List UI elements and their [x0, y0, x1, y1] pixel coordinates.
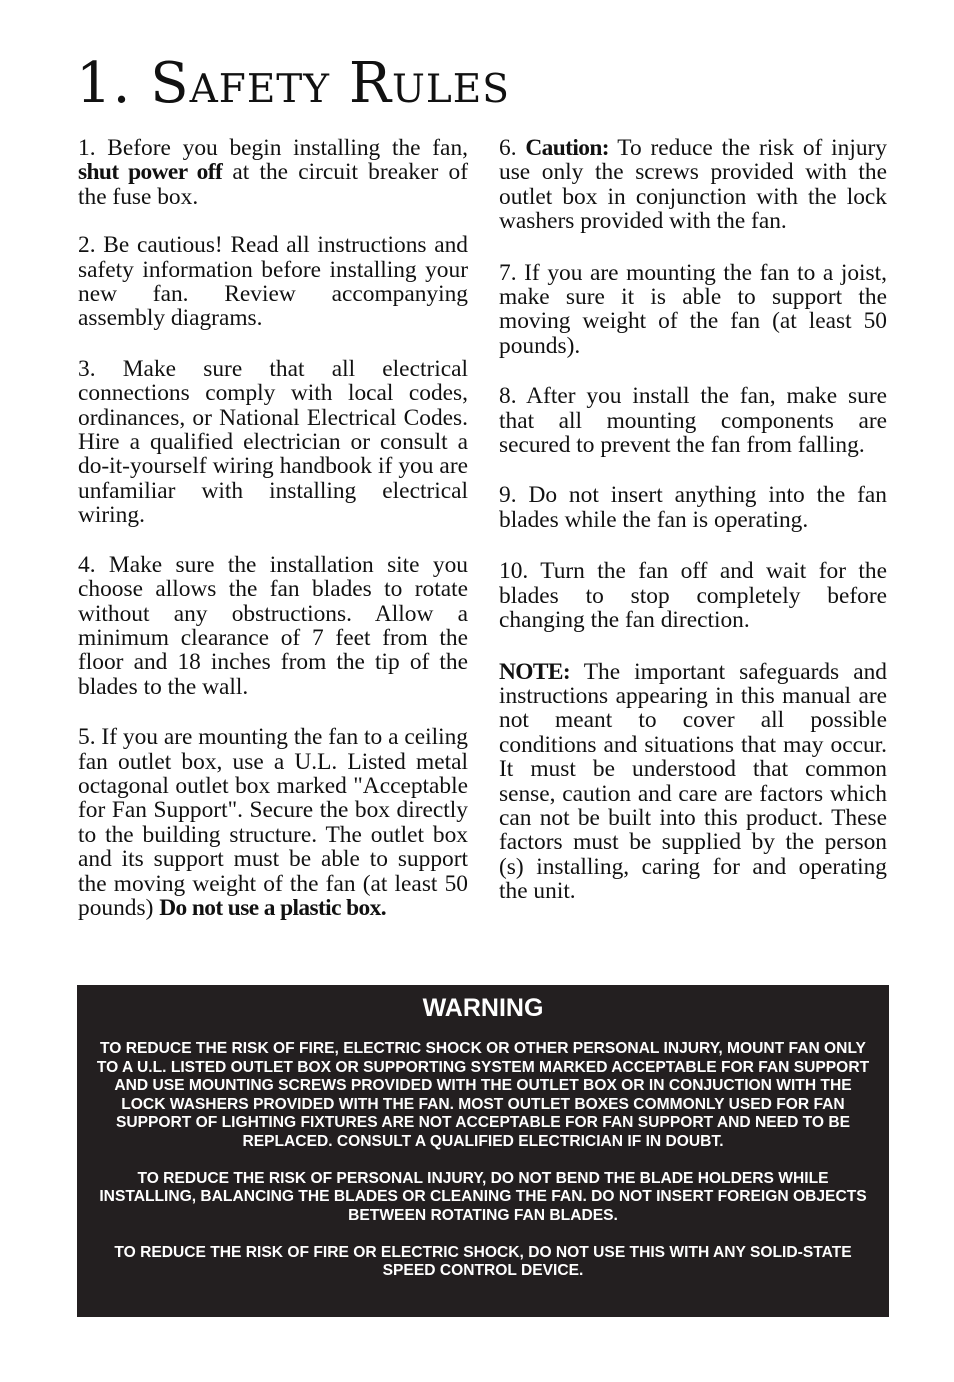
rule-6-emphasis: Caution: [525, 135, 609, 161]
note-label: NOTE: [499, 658, 571, 685]
rules-column-left [78, 136, 468, 945]
warning-box [77, 985, 889, 1317]
rule-5-emphasis: Do not use a plastic box. [159, 894, 386, 921]
rule-1-emphasis: shut power off [78, 159, 223, 186]
warning-paragraph-3: TO REDUCE THE RISK OF FIRE OR ELECTRIC SHOCK, DO NOT USE THIS WITH ANY SOLID-STATE SPEED CONTROL DEVICE. [114, 1243, 852, 1279]
rule-6: 6. Caution: To reduce the risk of injury use only the screws provided with the outlet box in conjunction with the lock washers provided with the fan. [499, 135, 887, 235]
warning-heading: WARNING [422, 994, 544, 1022]
rule-8: 8. After you install the fan, make sure that all mounting components are secured to prevent the fan from falling. [499, 383, 887, 459]
rule-5: 5. If you are mounting the fan to a ceiling fan outlet box, use a U.L. Listed metal octagonal outlet box marked "Acceptable for Fan Support". Secure the box directly to the building structure. The outlet box and its support must be able to support the moving weight of the fan (at least 50 pounds) Do not use a plastic box. [78, 724, 468, 921]
rule-7: 7. If you are mounting the fan to a joist, make sure it is able to support the moving weight of the fan (at least 50 pounds). [499, 259, 887, 359]
warning-text [91, 1040, 875, 1299]
rule-9: 9. Do not insert anything into the fan blades while the fan is operating. [499, 482, 887, 533]
rule-3: 3. Make sure that all electrical connections comply with local codes, ordinances, or National Electrical Codes. Hire a qualified electrician or consult a do-it-yourself wiring handbook if you are unfamiliar with installing electrical wiring. [78, 355, 468, 529]
rule-1: 1. Before you begin installing the fan, shut power off at the circuit breaker of the fuse box. [78, 135, 468, 210]
rule-10: 10. Turn the fan off and wait for the blades to stop completely before changing the fan direction. [499, 558, 887, 634]
rules-column-right [499, 136, 887, 929]
warning-paragraph-1: TO REDUCE THE RISK OF FIRE, ELECTRIC SHOCK OR OTHER PERSONAL INJURY, MOUNT FAN ONLY TO A U.L. LISTED OUTLET BOX OR SUPPORTING SYSTEM MARKED ACCEPTABLE FOR FAN SUPPORT AND USE MOUNTING SCREWS PROVIDED WITH THE OUTLET BOX OR IN CONJUCTION WITH THE LOCK WASHERS PROVIDED WITH THE FAN. MOST OUTLET BOXES COMMONLY USED FOR FAN SUPPORT OF LIGHTING FIXTURES ARE NOT ACCEPTABLE FOR FAN SUPPORT AND NEED TO BE REPLACED. CONSULT A QUALIFIED ELECTRICIAN IF IN DOUBT. [96, 1040, 870, 1150]
rule-4: 4. Make sure the installation site you choose allows the fan blades to rotate without any obstructions. Allow a minimum clearance of 7 feet from the floor and 18 inches from the tip of the blades to the wall. [78, 551, 468, 700]
page-title: 1. Safety Rules [76, 51, 510, 116]
note: NOTE: The important safeguards and instructions appearing in this manual are not meant to cover all possible conditions and situations that may occur. It must be understood that common sense, caution and care are factors which can not be built into this product. These factors must be supplied by the person (s) installing, caring for and operating the unit. [499, 658, 887, 905]
rule-2: 2. Be cautious! Read all instructions and safety information before installing your new fan. Review accompanying assembly diagrams. [78, 232, 468, 332]
warning-paragraph-2: TO REDUCE THE RISK OF PERSONAL INJURY, DO NOT BEND THE BLADE HOLDERS WHILE INSTALLING, BALANCING THE BLADES OR CLEANING THE FAN. DO NOT INSERT FOREIGN OBJECTS BETWEEN ROTATING FAN BLADES. [99, 1169, 867, 1224]
